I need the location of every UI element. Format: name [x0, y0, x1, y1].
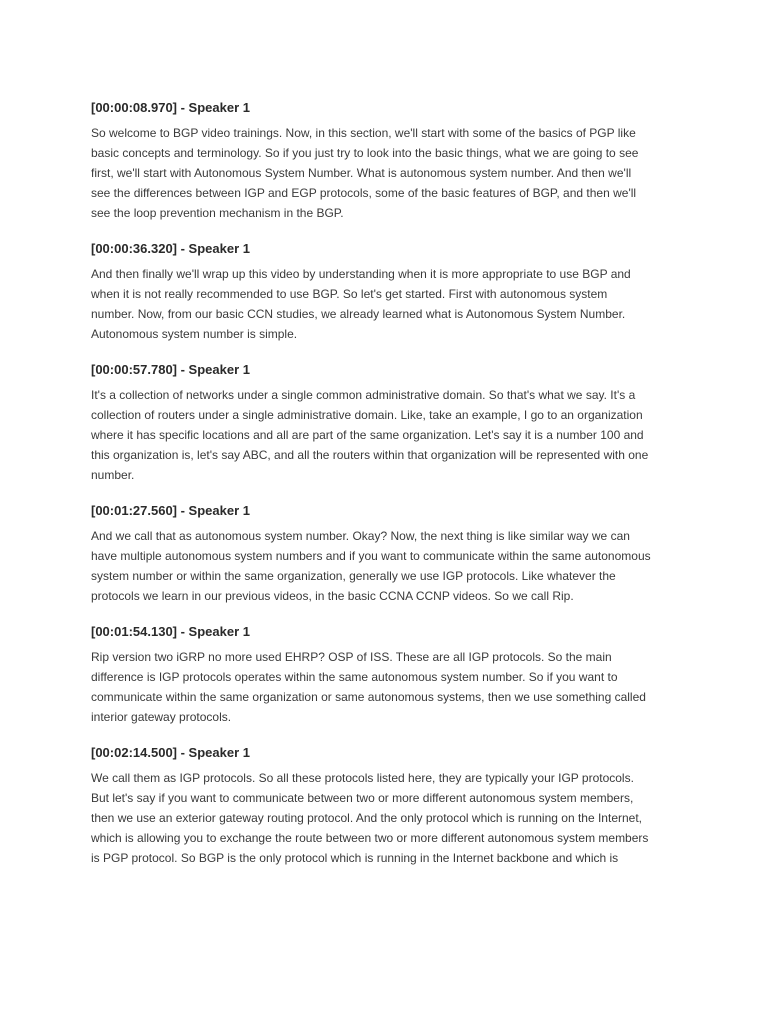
transcript-entry	[91, 100, 691, 223]
entry-text-line: protocols we learn in our previous videos, in the basic CCNA CCNP videos. So we call Rip.	[91, 589, 574, 603]
entry-text-line: basic concepts and terminology. So if you just try to look into the basic things, what we are going to see	[91, 146, 639, 160]
entry-text-line: have multiple autonomous system numbers and if you want to communicate within the same autonomous	[91, 549, 651, 563]
transcript-entry	[91, 241, 691, 344]
entry-timestamp-speaker: [00:00:36.320] - Speaker 1	[91, 241, 250, 256]
transcript-entry	[91, 624, 691, 727]
transcript-entry	[91, 745, 691, 868]
entry-text-line: number. Now, from our basic CCN studies, we already learned what is Autonomous System Number.	[91, 307, 626, 321]
entry-text-line: interior gateway protocols.	[91, 710, 232, 724]
entry-text-line: then we use an exterior gateway routing protocol. And the only protocol which is running on the Internet,	[91, 811, 643, 825]
entry-text-line: And then finally we'll wrap up this video by understanding when it is more appropriate to use BGP and	[91, 267, 631, 281]
entry-text-line: which is allowing you to exchange the route between two or more different autonomous system members	[91, 831, 649, 845]
entry-text-line: this organization is, let's say ABC, and all the routers within that organization will be represented with one	[91, 448, 649, 462]
entry-timestamp-speaker: [00:02:14.500] - Speaker 1	[91, 745, 250, 760]
entry-text-line: So welcome to BGP video trainings. Now, in this section, we'll start with some of the basics of PGP like	[91, 126, 636, 140]
entry-text-line: And we call that as autonomous system number. Okay? Now, the next thing is like similar way we can	[91, 529, 630, 543]
entry-text-line: where it has specific locations and all are part of the same organization. Let's say it is a number 100 and	[91, 428, 644, 442]
entry-text-line: is PGP protocol. So BGP is the only protocol which is running in the Internet backbone and which is	[91, 851, 619, 865]
entry-text-line: Autonomous system number is simple.	[91, 327, 298, 341]
entry-text-line: It's a collection of networks under a single common administrative domain. So that's what we say. It's a	[91, 388, 636, 402]
entry-timestamp-speaker: [00:00:08.970] - Speaker 1	[91, 100, 250, 115]
entry-text-line: collection of routers under a single administrative domain. Like, take an example, I go to an organization	[91, 408, 643, 422]
entry-text-line: But let's say if you want to communicate between two or more different autonomous system members,	[91, 791, 634, 805]
entry-text-line: communicate within the same organization or same autonomous systems, then we use something called	[91, 690, 646, 704]
entry-timestamp-speaker: [00:01:54.130] - Speaker 1	[91, 624, 250, 639]
entry-text-line: see the loop prevention mechanism in the BGP.	[91, 206, 344, 220]
entry-text-line: number.	[91, 468, 135, 482]
entry-timestamp-speaker: [00:00:57.780] - Speaker 1	[91, 362, 250, 377]
entry-text-line: difference is IGP protocols operates within the same autonomous system number. So if you want to	[91, 670, 618, 684]
transcript-entry	[91, 503, 691, 606]
entry-text-line: first, we'll start with Autonomous System Number. What is autonomous system number. And then we'll	[91, 166, 632, 180]
entry-text-line: We call them as IGP protocols. So all these protocols listed here, they are typically your IGP protocols.	[91, 771, 634, 785]
entry-timestamp-speaker: [00:01:27.560] - Speaker 1	[91, 503, 250, 518]
entry-text-line: see the differences between IGP and EGP protocols, some of the basic features of BGP, and then we'll	[91, 186, 637, 200]
transcript-entry	[91, 362, 691, 485]
entry-text-line: when it is not really recommended to use BGP. So let's get started. First with autonomous system	[91, 287, 608, 301]
transcript-page	[91, 100, 691, 886]
entry-text-line: Rip version two iGRP no more used EHRP? OSP of ISS. These are all IGP protocols. So the main	[91, 650, 612, 664]
entry-text-line: system number or within the same organization, generally we use IGP protocols. Like whatever the	[91, 569, 616, 583]
